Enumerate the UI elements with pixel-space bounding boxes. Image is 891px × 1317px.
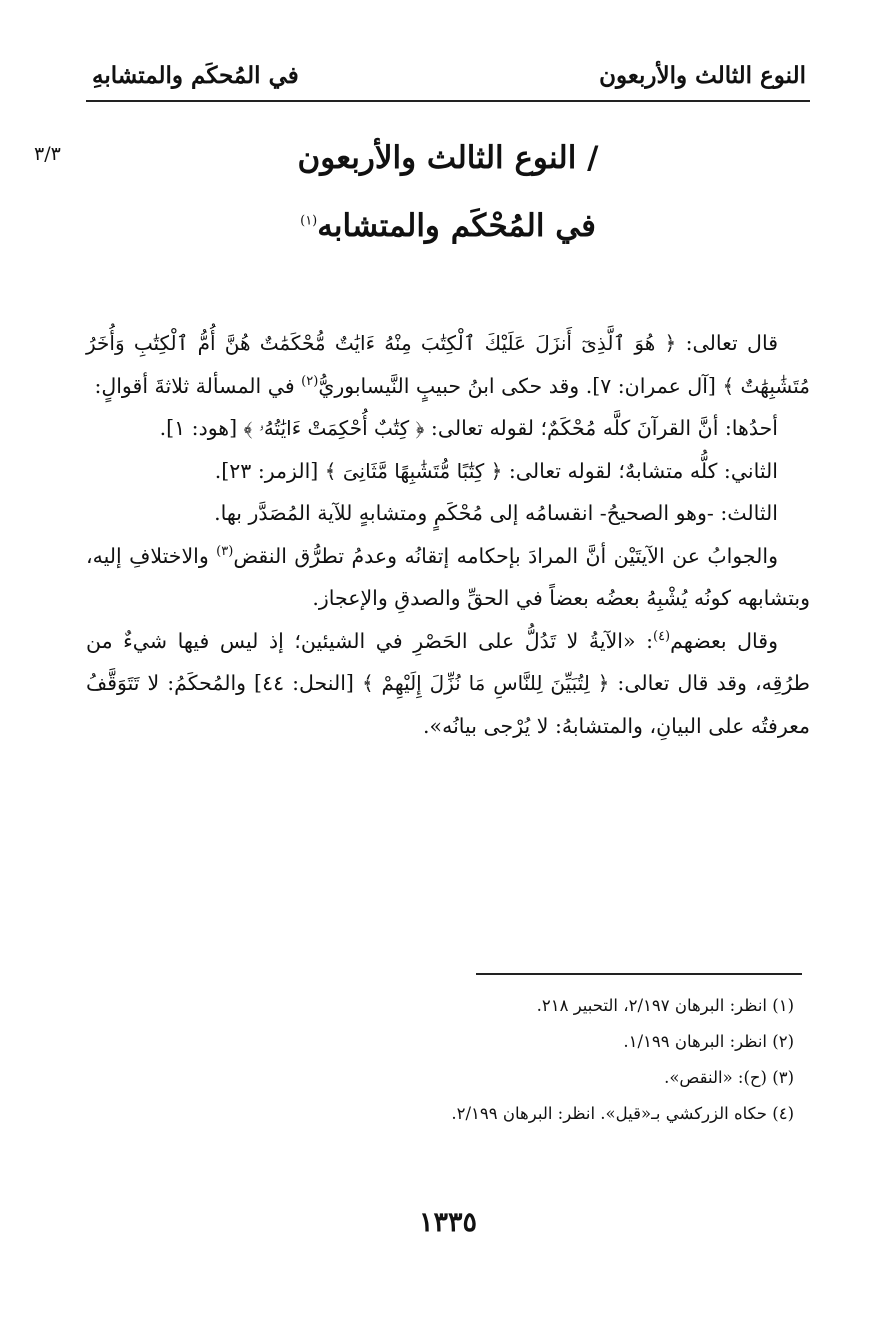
chapter-title-block	[86, 136, 810, 248]
paragraph-third-opinion: الثالث: -وهو الصحيحُ- انقسامُه إلى مُحْكَمٍ ومتشابهٍ للآية المُصَدَّر بها.	[214, 501, 778, 525]
header-chapter-title: النوع الثالث والأربعون	[599, 62, 806, 89]
paragraph-intro	[86, 322, 810, 407]
quran-verse: ﴿ كِتَٰبًا مُّتَشَٰبِهًا مَّثَانِىَ ﴾	[324, 458, 503, 483]
paragraph-text: قال تعالى:	[676, 331, 778, 355]
paragraph-quote	[86, 620, 810, 748]
paragraph-text: : «الآيةُ لا تَدُلُّ على الحَصْرِ في الشيئين؛ إذ ليس فيها شيءٌ من طرُقِه، وقد قال تعالى:	[86, 628, 810, 695]
chapter-title: / النوع الثالث والأربعون	[297, 140, 599, 176]
footnote-marker: (٤)	[652, 628, 671, 644]
manuscript-margin-reference: ٣/٣	[34, 143, 61, 165]
paragraph-second-opinion	[86, 450, 810, 493]
footnote-separator	[476, 973, 802, 975]
quran-verse: ﴿ هُوَ ٱلَّذِىٓ أَنزَلَ عَلَيْكَ ٱلْكِتَٰبَ مِنْهُ ءَايَٰتٌ مُّحْكَمَٰتٌ هُنَّ أُمُّ ٱلْكِتَٰبِ وَأُخَرُ مُتَشَٰبِهَٰتٌ ﴾	[86, 331, 810, 398]
paragraph-text: وقال بعضهم	[670, 628, 778, 653]
footnote-marker: (١)	[300, 213, 318, 229]
chapter-subtitle	[86, 204, 810, 248]
paragraph-text: [آل عمران: ٧]. وقد حكى ابنُ حبيبٍ النَّيسابوريُّ	[318, 373, 723, 398]
main-text	[86, 322, 810, 747]
paragraph-first-opinion	[86, 407, 810, 450]
paragraph-text: والاختلافِ إليه، وبتشابهه كونُه يُشْبِهُ بعضُه بعضاً في الحقِّ والصدقِ والإعجاز.	[86, 543, 810, 610]
paragraph-text: أحدُها: أنَّ القرآنَ كلَّه مُحْكَمٌ؛ لقوله تعالى:	[424, 416, 778, 440]
quran-verse: ﴿ كِتَٰبٌ أُحْكِمَتْ ءَايَٰتُهُۥ ﴾	[243, 416, 425, 440]
footnote: (٣) (ح): «النقص».	[664, 1068, 794, 1087]
footnote-marker: (٢)	[301, 373, 319, 389]
footnote: (١) انظر: البرهان ٢/١٩٧، التحبير ٢١٨.	[536, 996, 794, 1015]
paragraph-text: [النحل: ٤٤] والمُحكَمُ: لا تَتَوَقَّفُ معرفتُه على البيانِ، والمتشابهُ: لا يُرْجى بيانُه».	[86, 671, 810, 738]
header-rule	[86, 100, 810, 102]
header-section-title: في المُحكَم والمتشابهِ	[92, 62, 299, 89]
chapter-subtitle-text: في المُحْكَم والمتشابه	[317, 208, 596, 244]
paragraph-text: [هود: ١].	[159, 416, 244, 440]
paragraph-answer	[86, 535, 810, 620]
quran-verse: ﴿ لِتُبَيِّنَ لِلنَّاسِ مَا نُزِّلَ إِلَيْهِمْ ﴾	[361, 671, 610, 695]
footnote: (٤) حكاه الزركشي بـ«قيل». انظر: البرهان ٢/١٩٩.	[451, 1104, 794, 1123]
running-header	[86, 58, 810, 102]
paragraph-text: [الزمر: ٢٣].	[214, 458, 325, 483]
paragraph-text: في المسألة ثلاثةَ أقوالٍ:	[94, 373, 302, 398]
paragraph-text: والجوابُ عن الآيتَيْن أنَّ المرادَ بإحكامه إتقانُه وعدمُ تطرُّق النقض	[233, 543, 778, 568]
footnote: (٢) انظر: البرهان ١/١٩٩.	[623, 1032, 794, 1051]
paragraph-text: الثاني: كلُّه متشابهٌ؛ لقوله تعالى:	[502, 458, 778, 483]
page-number: ١٣٣٥	[418, 1207, 477, 1238]
footnote-marker: (٣)	[216, 543, 234, 559]
footnotes	[86, 988, 802, 1132]
